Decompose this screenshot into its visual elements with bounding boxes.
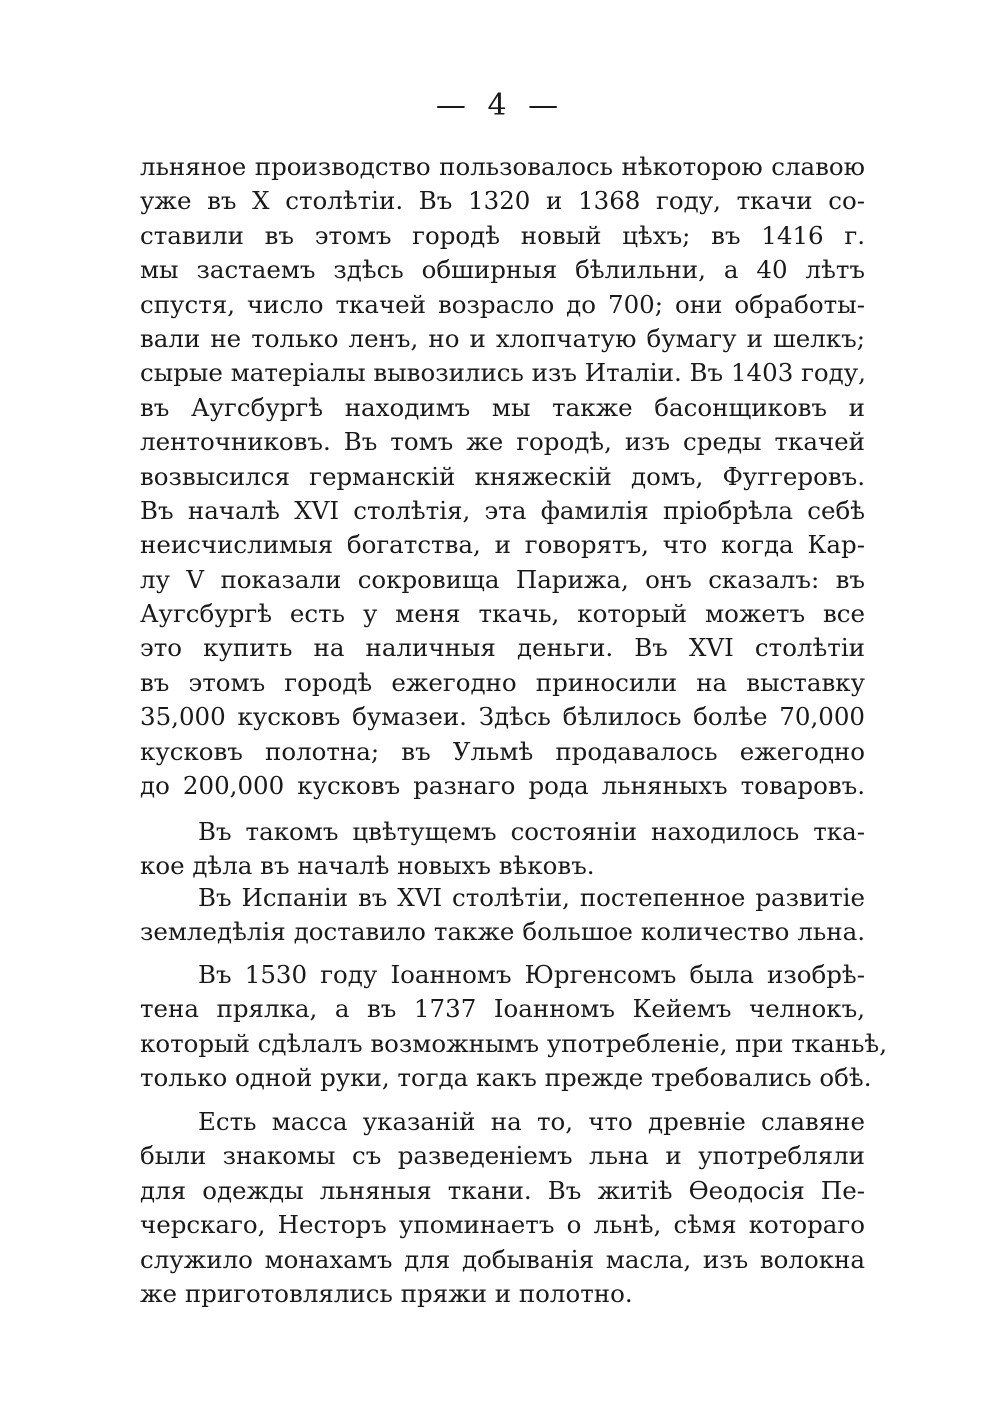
- text-line: уже въ X столѣтіи. Въ 1320 и 1368 году, ткачи со-: [140, 186, 865, 216]
- text-line: возвысился германскій княжескій домъ, Фуггеровъ.: [140, 461, 865, 491]
- text-line: Въ 1530 году Іоанномъ Юргенсомъ была изобрѣ-: [198, 960, 865, 989]
- text-line: въ Аугсбургѣ находимъ мы также басонщиковъ и: [140, 392, 865, 422]
- text-line: сырые матеріалы вывозились изъ Италіи. Въ 1403 году,: [140, 358, 866, 388]
- text-line: лу V показали сокровища Парижа, онъ сказалъ: въ: [140, 564, 865, 594]
- text-line: 35,000 кусковъ бумазеи. Здѣсь бѣлилось болѣе 70,000: [140, 702, 865, 732]
- text-line: были знакомы съ разведеніемъ льна и употребляли: [140, 1141, 865, 1171]
- text-line: тена прялка, а въ 1737 Іоанномъ Кейемъ челнокъ,: [140, 994, 865, 1024]
- paragraph-1: [140, 150, 865, 803]
- text-line: мы застаемъ здѣсь обширныя бѣлильни, а 40 лѣтъ: [140, 255, 865, 285]
- text-line: Въ такомъ цвѣтущемъ состояніи находилось тка-: [198, 817, 865, 846]
- paragraph-5: [140, 1105, 865, 1311]
- text-line: кусковъ полотна; въ Ульмѣ продавалось ежегодно: [140, 736, 865, 766]
- paragraph-3: [140, 881, 865, 950]
- paragraph-2: [140, 815, 865, 884]
- text-line: спустя, число ткачей возрасло до 700; они обработы-: [140, 289, 865, 319]
- text-line: это купить на наличныя деньги. Въ XVI столѣтіи: [140, 633, 865, 663]
- text-line: Аугсбургѣ есть у меня ткачь, который можетъ все: [140, 599, 865, 629]
- text-line: вали не только ленъ, но и хлопчатую бумагу и шелкъ;: [140, 323, 865, 353]
- text-line: до 200,000 кусковъ разнаго рода льняныхъ товаровъ.: [140, 771, 865, 801]
- page-number: — 4 —: [435, 88, 565, 123]
- text-line: для одежды льняныя ткани. Въ житіѣ Ѳеодосія Пе-: [140, 1175, 865, 1205]
- text-line: Въ Испаніи въ XVI столѣтіи, постепенное развитіе: [198, 883, 865, 912]
- text-line: Въ началѣ XVI столѣтія, эта фамилія пріобрѣла себѣ: [140, 495, 865, 525]
- text-line: черскаго, Несторъ упоминаетъ о льнѣ, сѣмя котораго: [140, 1210, 865, 1240]
- text-line: въ этомъ городѣ ежегодно приносили на выставку: [140, 667, 865, 697]
- text-line: служило монахамъ для добыванія масла, изъ волокна: [140, 1244, 865, 1274]
- text-line: же приготовлялись пряжи и полотно.: [140, 1278, 633, 1308]
- text-line: неисчислимыя богатства, и говорятъ, что когда Кар-: [140, 530, 865, 560]
- text-line: только одной руки, тогда какъ прежде требовались обѣ.: [140, 1063, 872, 1093]
- paragraph-4: [140, 958, 887, 1096]
- text-line: Есть масса указаній на то, что древніе славяне: [198, 1107, 865, 1136]
- text-line: ставили въ этомъ городѣ новый цѣхъ; въ 1416 г.: [140, 220, 865, 250]
- text-line: льняное производство пользовалось нѣкоторою славою: [140, 152, 865, 181]
- text-line: который сдѣлалъ возможнымъ употребленіе, при тканьѣ,: [140, 1028, 887, 1058]
- text-line: ленточниковъ. Въ томъ же городѣ, изъ среды ткачей: [140, 427, 865, 457]
- text-line: кое дѣла въ началѣ новыхъ вѣковъ.: [140, 851, 595, 881]
- text-line: земледѣлія доставило также большое количество льна.: [140, 917, 865, 947]
